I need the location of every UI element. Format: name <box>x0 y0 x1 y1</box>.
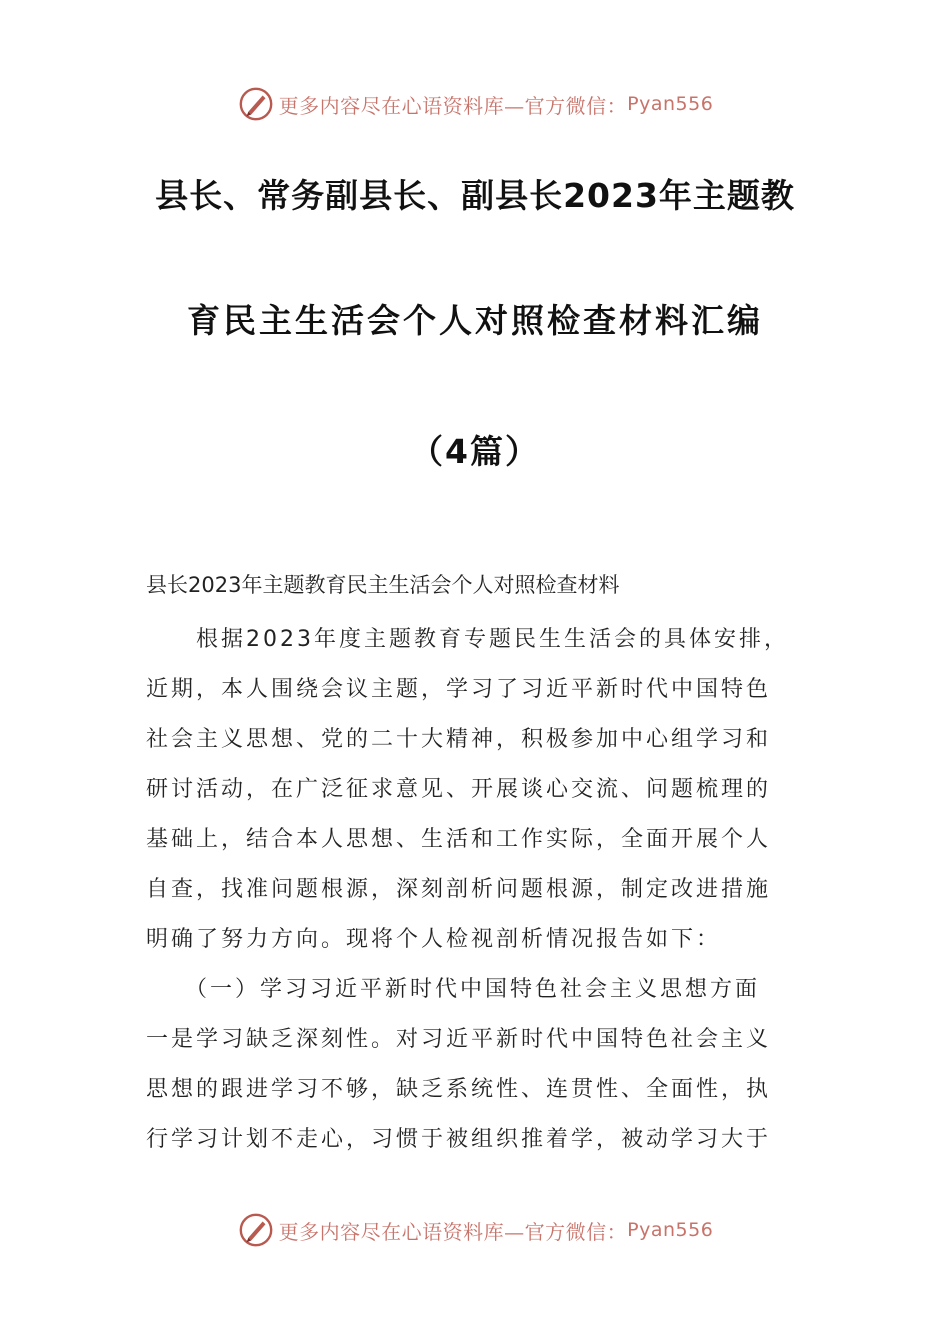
body-line: 一是学习缺乏深刻性。对习近平新时代中国特色社会主义 <box>146 1027 772 1052</box>
watermark-header <box>0 84 950 124</box>
body-line: 基础上，结合本人思想、生活和工作实际，全面开展个人 <box>146 827 772 852</box>
pen-logo-icon <box>237 85 275 123</box>
body-line: 明确了努力方向。现将个人检视剖析情况报告如下： <box>146 927 722 952</box>
watermark-text: 更多内容尽在心语资料库—官方微信： <box>278 93 628 118</box>
watermark-wechat-id: Pyan556 <box>627 93 714 115</box>
watermark-footer <box>0 1210 950 1250</box>
body-line: 社会主义思想、党的二十大精神，积极参加中心组学习和 <box>146 727 772 752</box>
watermark-text: 更多内容尽在心语资料库—官方微信： <box>278 1219 628 1244</box>
body-line: 研讨活动，在广泛征求意见、开展谈心交流、问题梳理的 <box>146 777 772 802</box>
section-heading: 县长2023年主题教育民主生活会个人对照检查材料 <box>146 573 620 597</box>
body-line: 行学习计划不走心，习惯于被组织推着学，被动学习大于 <box>146 1127 772 1152</box>
doc-title-line-2: 育民主生活会个人对照检查材料汇编 <box>187 301 763 340</box>
body-line: 自查，找准问题根源，深刻剖析问题根源，制定改进措施 <box>146 877 772 902</box>
body-line: 根据2023年度主题教育专题民生生活会的具体安排， <box>146 627 789 652</box>
doc-title-line-3: （4篇） <box>410 432 540 471</box>
body-line: 思想的跟进学习不够，缺乏系统性、连贯性、全面性，执 <box>146 1077 772 1102</box>
doc-title-line-1: 县长、常务副县长、副县长2023年主题教 <box>155 176 795 215</box>
pen-logo-icon <box>237 1211 275 1249</box>
watermark-wechat-id: Pyan556 <box>627 1219 714 1241</box>
body-line: 近期，本人围绕会议主题，学习了习近平新时代中国特色 <box>146 677 772 702</box>
body-line: （一）学习习近平新时代中国特色社会主义思想方面 <box>146 977 761 1002</box>
